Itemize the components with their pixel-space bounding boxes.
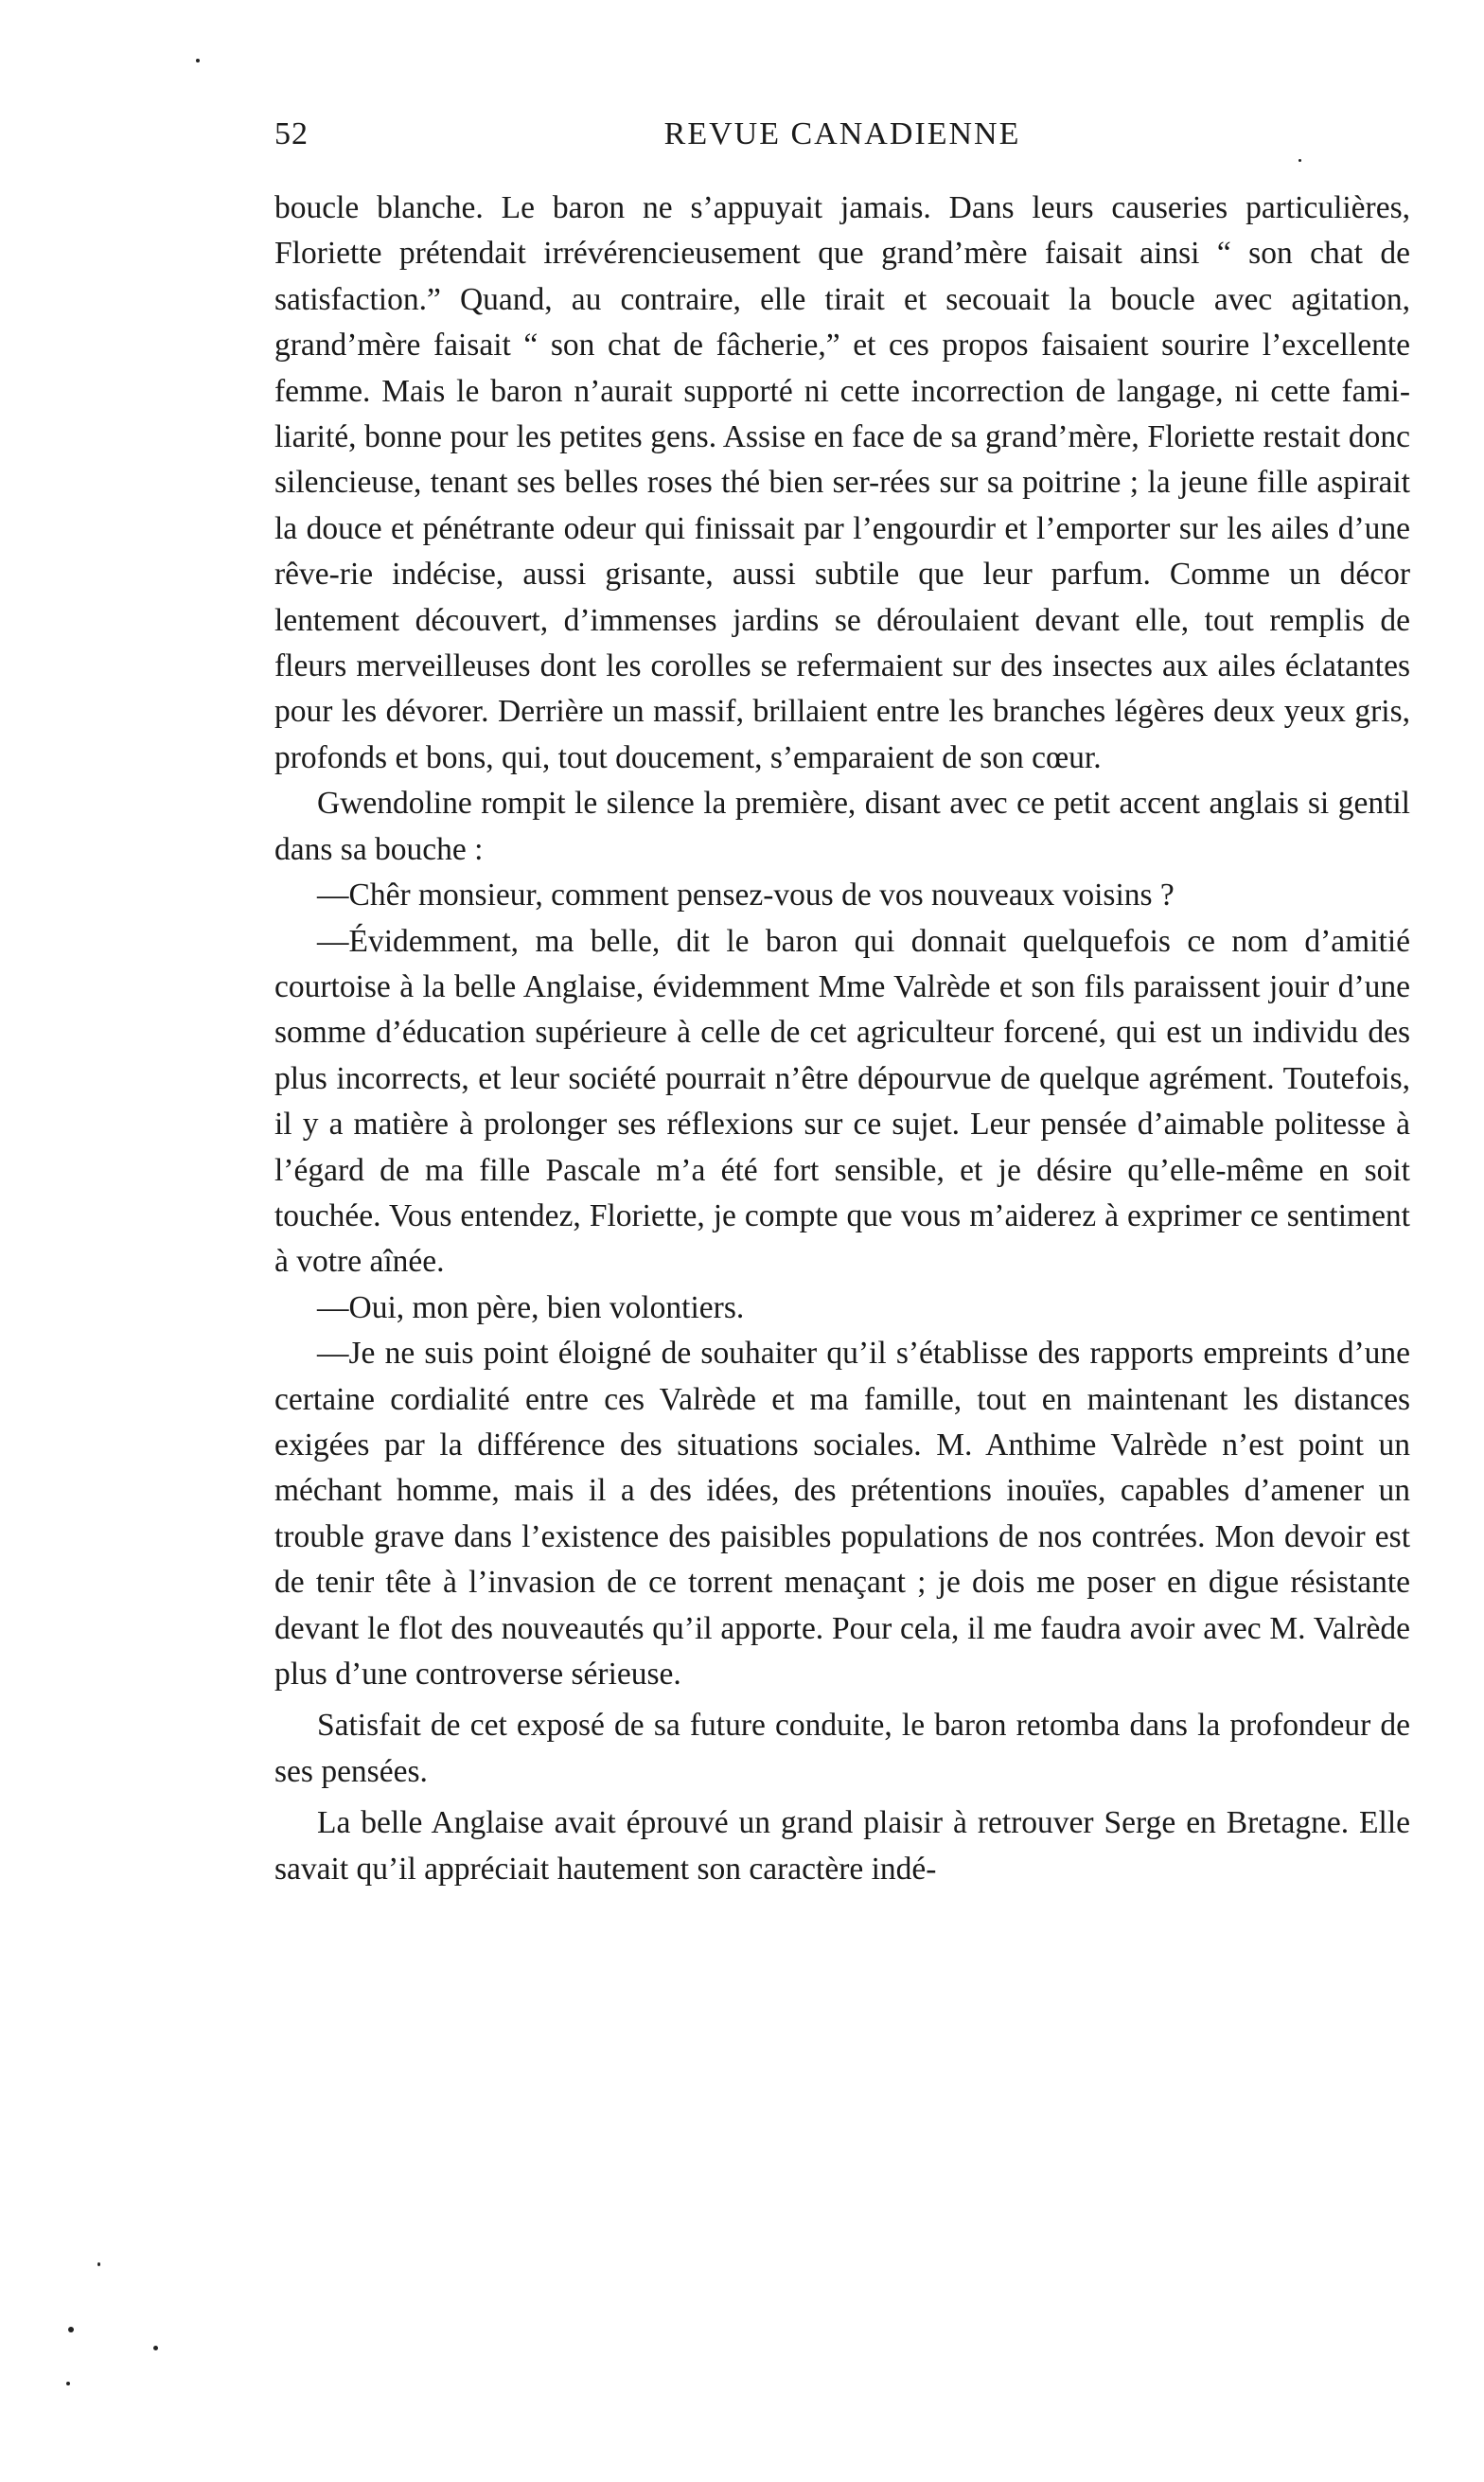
paragraph: boucle blanche. Le baron ne s’appuyait jamais. Dans leurs causeries particulières, Floriette prétendait irrévérencieusement que grand’mère faisait ainsi “ son chat de satisfaction.” Quand, au contraire, elle tirait et secouait la boucle avec agitation, grand’mère faisait “ son chat de fâcherie,” et ces propos faisaient sourire l’excellente femme. Mais le baron n’aurait supporté ni cette incorrection de langage, ni cette fami-liarité, bonne pour les petites gens. Assise en face de sa grand’mère, Floriette restait donc silencieuse, tenant ses belles roses thé bien ser-rées sur sa poitrine ; la jeune fille aspirait la douce et pénétrante odeur qui finissait par l’engourdir et l’emporter sur les ailes d’une rêve-rie indécise, aussi grisante, aussi subtile que leur parfum. Comme un décor lentement découvert, d’immenses jardins se déroulaient devant elle, tout remplis de fleurs merveilleuses dont les corolles se refermaient sur des insectes aux ailes éclatantes pour les dévorer. Derrière un massif, brillaient entre les branches légères deux yeux gris, profonds et bons, qui, tout doucement, s’emparaient de son cœur. [274,190,1410,775]
dialogue-line: —Je ne suis point éloigné de souhaiter qu’il s’établisse des rapports empreints d’une certaine cordialité entre ces Valrède et ma famille, tout en maintenant les distances exigées par la différence des situations sociales. M. Anthime Valrède n’est point un méchant homme, mais il a des idées, des prétentions inouïes, capables d’amener un trouble grave dans l’existence des paisibles populations de nos contrées. Mon devoir est de tenir tête à l’invasion de ce torrent menaçant ; je dois me poser en digue résistante devant le flot des nouveautés qu’il apporte. Pour cela, il me faudra avoir avec M. Valrède plus d’une controverse sérieuse. [274,1336,1410,1692]
paragraph: Gwendoline rompit le silence la première, disant avec ce petit accent anglais si gentil dans sa bouche : [274,786,1410,867]
journal-title: REVUE CANADIENNE [663,116,1021,151]
scan-speck [196,59,200,62]
scan-speck [153,2346,158,2350]
dialogue-line: —Oui, mon père, bien volontiers. [317,1289,745,1325]
scan-speck [97,2262,100,2266]
paragraph: La belle Anglaise avait éprouvé un grand plaisir à retrouver Serge en Bretagne. Elle savait qu’il appréciait hautement son caractère indé- [274,1805,1410,1887]
body-text [274,186,1410,1892]
running-head [274,116,1410,164]
scan-speck [68,2327,74,2332]
page-number: 52 [274,116,309,151]
dialogue-line: —Chêr monsieur, comment pensez-vous de vos nouveaux voisins ? [317,878,1175,913]
scan-speck [66,2382,70,2385]
dialogue-line: —Évidemment, ma belle, dit le baron qui donnait quelquefois ce nom d’amitié courtoise à la belle Anglaise, évidemment Mme Valrède et son fils paraissent jouir d’une somme d’éducation supérieure à celle de cet agriculteur forcené, qui est un individu des plus incorrects, et leur société pourrait n’être dépourvue de quelque agrément. Toutefois, il y a matière à prolonger ses réflexions sur ce sujet. Leur pensée d’aimable politesse à l’égard de ma fille Pascale m’a été fort sensible, et je désire qu’elle-même en soit touchée. Vous entendez, Floriette, je compte que vous m’aiderez à exprimer ce sentiment à votre aînée. [274,923,1410,1280]
paragraph: Satisfait de cet exposé de sa future conduite, le baron retomba dans la profondeur de ses pensées. [274,1708,1410,1789]
scan-speck [1298,159,1301,162]
